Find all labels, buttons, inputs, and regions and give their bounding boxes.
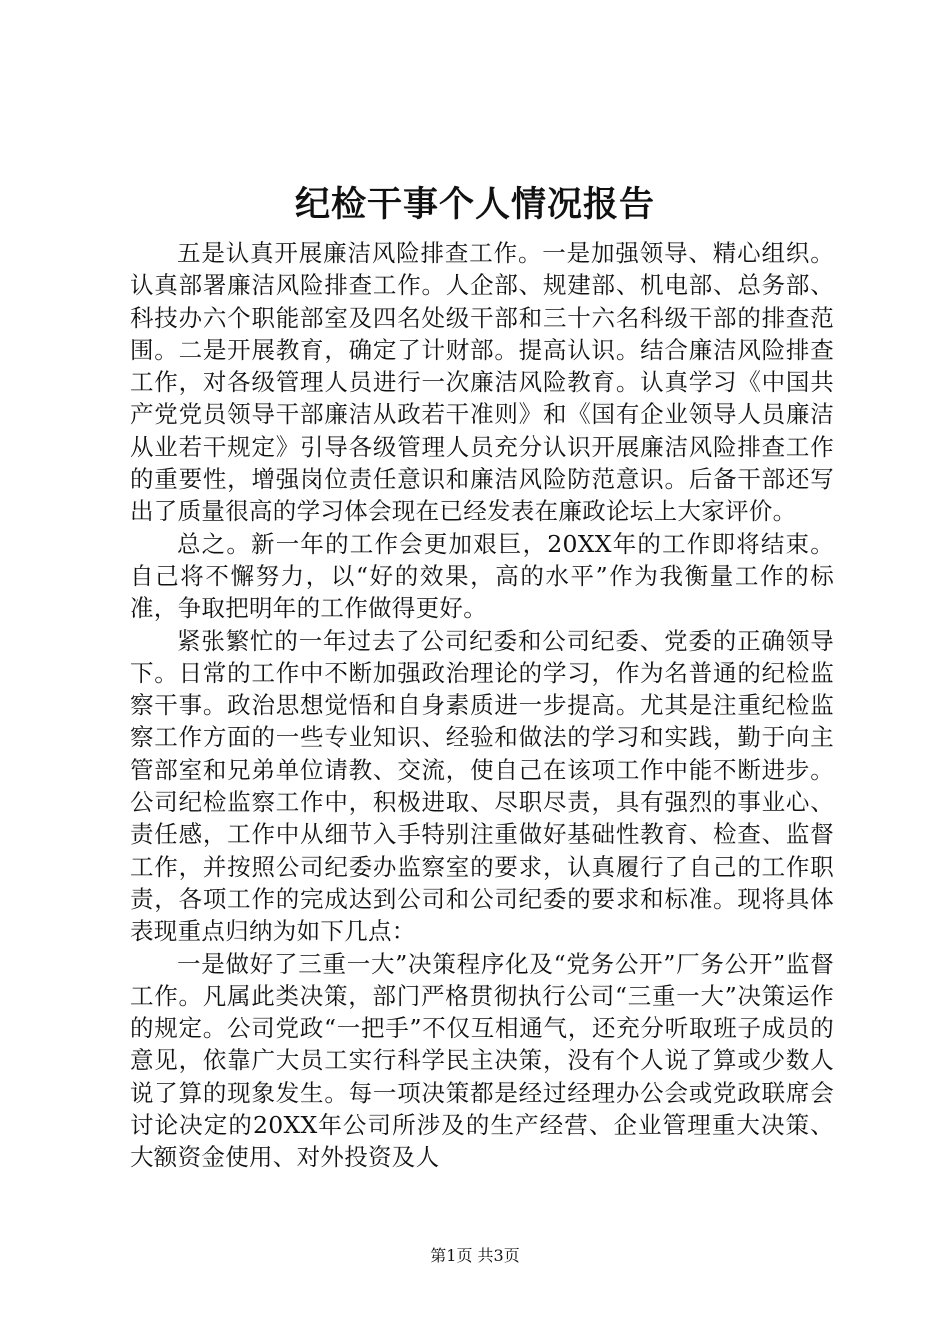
document-body <box>130 237 834 1174</box>
paragraph-decision-process: 一是做好了三重一大”决策程序化及“党务公开”厂务公开”监督工作。凡属此类决策，部门严格贯彻执行公司“三重一大”决策运作的规定。公司党政“一把手”不仅互相通气，还充分听取班子成员的意见，依靠广大员工实行科学民主决策，没有个人说了算或少数人说了算的现象发生。每一项决策都是经过经理办公会或党政联席会讨论决定的20XX年公司所涉及的生产经营、企业管理重大决策、大额资金使用、对外投资及人 <box>130 949 834 1172</box>
paragraph-risk-check: 五是认真开展廉洁风险排查工作。一是加强领导、精心组织。认真部署廉洁风险排查工作。人企部、规建部、机电部、总务部、科技办六个职能部室及四名处级干部和三十六名科级干部的排查范围。二是开展教育，确定了计财部。提高认识。结合廉洁风险排查工作，对各级管理人员进行一次廉洁风险教育。认真学习《中国共产党党员领导干部廉洁从政若干准则》和《国有企业领导人员廉洁从业若干规定》引导各级管理人员充分认识开展廉洁风险排查工作的重要性，增强岗位责任意识和廉洁风险防范意识。后备干部还写出了质量很高的学习体会现在已经发表在廉政论坛上大家评价。 <box>130 239 834 526</box>
document-title: 纪检干事个人情况报告 <box>294 184 655 225</box>
paragraph-summary: 总之。新一年的工作会更加艰巨，20XX年的工作即将结束。自己将不懈努力，以“好的效果，高的水平”作为我衡量工作的标准，争取把明年的工作做得更好。 <box>130 529 834 623</box>
paragraph-year-review: 紧张繁忙的一年过去了公司纪委和公司纪委、党委的正确领导下。日常的工作中不断加强政治理论的学习，作为名普通的纪检监察干事。政治思想觉悟和自身素质进一步提高。尤其是注重纪检监察工作方面的一些专业知识、经验和做法的学习和实践，勤于向主管部室和兄弟单位请教、交流，使自己在该项工作中能不断进步。公司纪检监察工作中，积极进取、尽职尽责，具有强烈的事业心、责任感，工作中从细节入手特别注重做好基础性教育、检查、监督工作，并按照公司纪委办监察室的要求，认真履行了自己的工作职责，各项工作的完成达到公司和公司纪委的要求和标准。现将具体表现重点归纳为如下几点： <box>130 626 834 946</box>
page-number-footer: 第1页 共3页 <box>430 1246 520 1265</box>
